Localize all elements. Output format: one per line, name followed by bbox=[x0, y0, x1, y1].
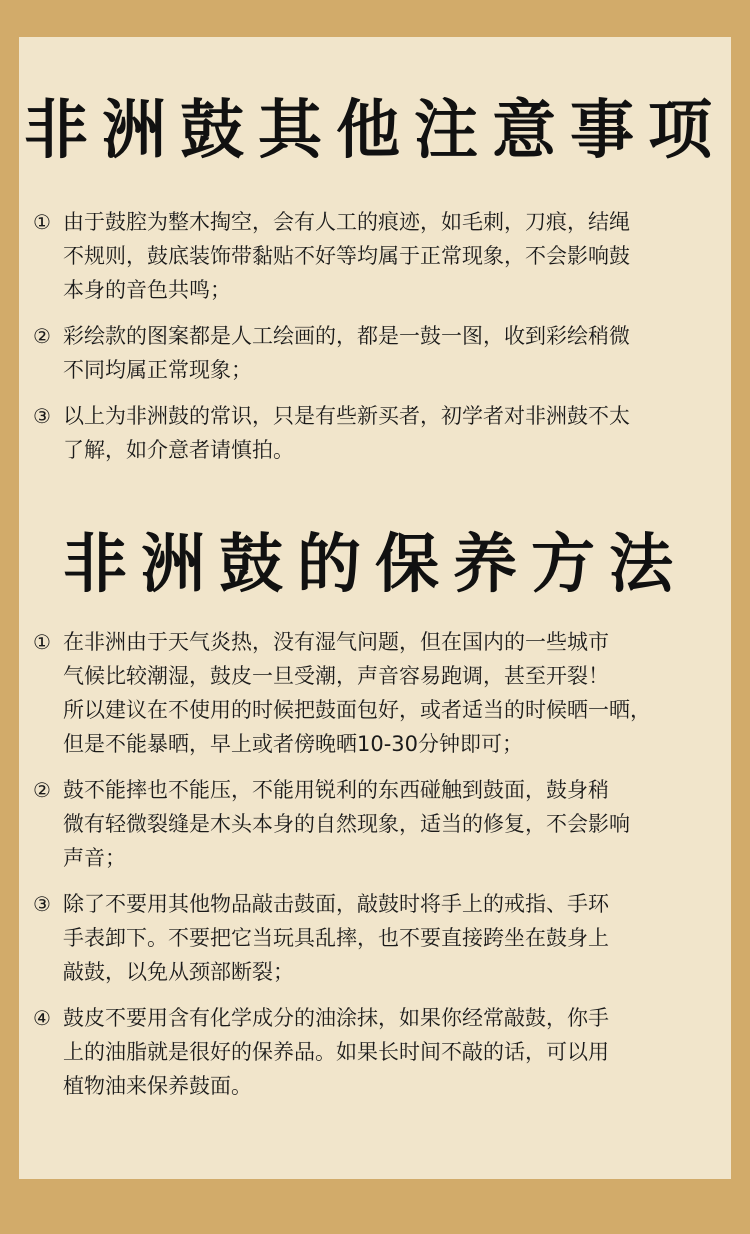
list-item bbox=[33, 1001, 733, 1103]
item-text: 除了不要用其他物品敲击鼓面，敲鼓时将手上的戒指、手环 手表卸下。不要把它当玩具乱摔，也不要直接跨坐在鼓身上 敲鼓，以免从颈部断裂； bbox=[63, 892, 609, 984]
section-title-precautions: 非洲鼓其他注意事项 bbox=[24, 93, 726, 168]
item-number: ② bbox=[33, 324, 51, 348]
maintenance-list bbox=[33, 625, 733, 1115]
item-number: ④ bbox=[33, 1006, 51, 1030]
list-item bbox=[33, 399, 733, 467]
item-number: ① bbox=[33, 630, 51, 654]
item-text: 以上为非洲鼓的常识，只是有些新买者，初学者对非洲鼓不太 了解，如介意者请慎拍。 bbox=[63, 404, 630, 462]
section-title-maintenance: 非洲鼓的保养方法 bbox=[63, 527, 687, 602]
item-number: ② bbox=[33, 778, 51, 802]
item-text: 由于鼓腔为整木掏空，会有人工的痕迹，如毛刺，刀痕，结绳 不规则，鼓底装饰带黏贴不好等均属于正常现象，不会影响鼓 本身的音色共鸣； bbox=[63, 210, 630, 302]
item-number: ③ bbox=[33, 892, 51, 916]
item-text: 彩绘款的图案都是人工绘画的，都是一鼓一图，收到彩绘稍微 不同均属正常现象； bbox=[63, 324, 630, 382]
precautions-list bbox=[33, 205, 733, 479]
item-number: ③ bbox=[33, 404, 51, 428]
list-item bbox=[33, 205, 733, 307]
item-number: ① bbox=[33, 210, 51, 234]
list-item bbox=[33, 887, 733, 989]
item-text: 在非洲由于天气炎热，没有湿气问题，但在国内的一些城市 气候比较潮湿，鼓皮一旦受潮，声音容易跑调，甚至开裂！ 所以建议在不使用的时候把鼓面包好，或者适当的时候晒一晒， 但是不能暴晒，早上或者傍晚晒10-30分钟即可； bbox=[63, 630, 651, 756]
list-item bbox=[33, 319, 733, 387]
list-item bbox=[33, 625, 733, 761]
item-text: 鼓皮不要用含有化学成分的油涂抹，如果你经常敲鼓，你手 上的油脂就是很好的保养品。如果长时间不敲的话，可以用 植物油来保养鼓面。 bbox=[63, 1006, 609, 1098]
list-item bbox=[33, 773, 733, 875]
content-panel bbox=[19, 37, 731, 1179]
item-text: 鼓不能摔也不能压，不能用锐利的东西碰触到鼓面，鼓身稍 微有轻微裂缝是木头本身的自然现象，适当的修复，不会影响 声音； bbox=[63, 778, 630, 870]
